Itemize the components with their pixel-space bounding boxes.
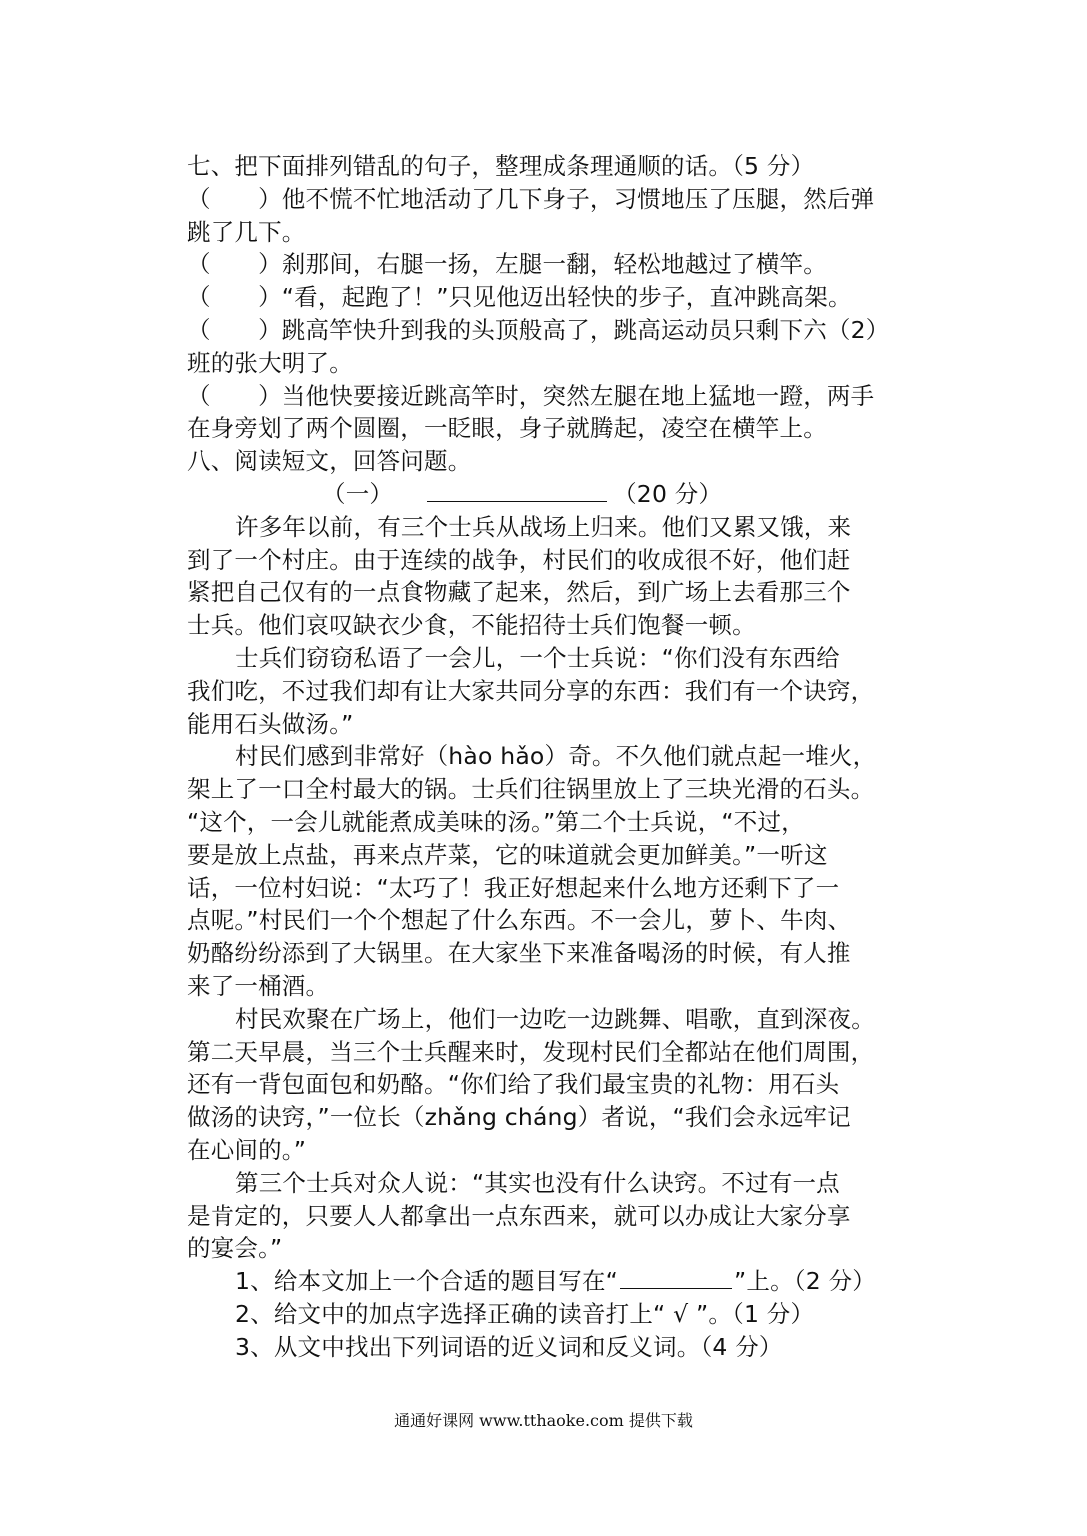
section7-line-3: （ ）刹那间，右腿一扬，左腿一翻，轻松地越过了横竿。 [187,250,827,279]
question-1-score: ”上。（2 分） [734,1267,876,1296]
question-1 [187,1265,907,1298]
passage-line: 士兵们窃窃私语了一会儿，一个士兵说：“你们没有东西给 [235,643,840,672]
section7-heading: 七、把下面排列错乱的句子，整理成条理通顺的话。（5 分） [187,152,815,180]
passage-line: 做汤的诀窍，”一位长（zhǎng cháng）者说，“我们会永远牢记 [187,1103,851,1132]
worksheet-page [187,150,907,1363]
question-1-blank[interactable] [620,1266,732,1289]
passage-line: 的宴会。” [187,1234,283,1263]
passage-line: 在心间的。” [187,1135,307,1164]
question-3: 3、从文中找出下列词语的近义词和反义词。（4 分） [235,1332,783,1361]
section7-line-4: （ ）“看，起跑了！”只见他迈出轻快的步子，直冲跳高架。 [187,283,852,312]
footer-credit: 通通好课网 www.tthaoke.com 提供下载 [394,1411,693,1430]
passage-line: 紧把自己仅有的一点食物藏了起来，然后，到广场上去看那三个 [187,578,851,607]
question-1-text: 1、给本文加上一个合适的题目写在“ [235,1267,619,1296]
passage-line: 是肯定的，只要人人都拿出一点东西来，就可以办成让大家分享 [187,1201,851,1230]
section7-line-7: （ ）当他快要接近跳高竿时，突然左腿在地上猛地一蹬，两手 [187,381,875,410]
passage-line: 还有一背包面包和奶酪。“你们给了我们最宝贵的礼物：用石头 [187,1070,840,1099]
section7-line-2: 跳了几下。 [187,217,306,246]
passage-line: 能用石头做汤。” [187,709,354,738]
passage-line: 要是放上点盐，再来点芹菜，它的味道就会更加鲜美。”一听这 [187,840,828,869]
passage-line: 村民欢聚在广场上，他们一边吃一边跳舞、唱歌，直到深夜。 [235,1004,875,1033]
passage-line: 话，一位村妇说：“太巧了！我正好想起来什么地方还剩下了一 [187,873,840,902]
question-2: 2、给文中的加点字选择正确的读音打上“ √ ”。（1 分） [235,1299,815,1328]
passage-part-label: （一） [322,479,394,508]
passage-line: 村民们感到非常好（hào hǎo）奇。不久他们就点起一堆火， [235,742,877,771]
passage-line: 来了一桶酒。 [187,971,330,1000]
section7-line-1: （ ）他不慌不忙地活动了几下身子，习惯地压了压腿，然后弹 [187,184,875,213]
passage-line: 第三个士兵对众人说：“其实也没有什么诀窍。不过有一点 [235,1168,840,1197]
section8-heading: 八、阅读短文，回答问题。 [187,447,472,476]
section7-line-8: 在身旁划了两个圆圈，一眨眼，身子就腾起，凌空在横竿上。 [187,414,827,443]
section7-line-5: （ ）跳高竿快升到我的头顶般高了，跳高运动员只剩下六（2） [187,315,890,344]
section7-line-6: 班的张大明了。 [187,348,353,377]
passage-line: 我们吃，不过我们却有让大家共同分享的东西：我们有一个诀窍， [187,676,875,705]
passage-line: 士兵。他们哀叹缺衣少食，不能招待士兵们饱餐一顿。 [187,611,756,640]
passage-line: “这个，一会儿就能煮成美味的汤。”第二个士兵说，“不过， [187,807,805,836]
passage-line: 到了一个村庄。由于连续的战争，村民们的收成很不好，他们赶 [187,545,851,574]
passage-line: 奶酪纷纷添到了大锅里。在大家坐下来准备喝汤的时候，有人推 [187,939,851,968]
passage-score: （20 分） [613,479,723,508]
passage-line: 点呢。”村民们一个个想起了什么东西。不一会儿，萝卜、牛肉、 [187,906,852,935]
passage-line: 架上了一口全村最大的锅。士兵们往锅里放上了三块光滑的石头。 [187,775,875,804]
passage-title-row [187,478,907,511]
passage-line: 许多年以前，有三个士兵从战场上归来。他们又累又饿，来 [235,512,852,541]
passage-line: 第二天早晨，当三个士兵醒来时，发现村民们全都站在他们周围， [187,1037,875,1066]
title-blank[interactable] [427,479,607,502]
